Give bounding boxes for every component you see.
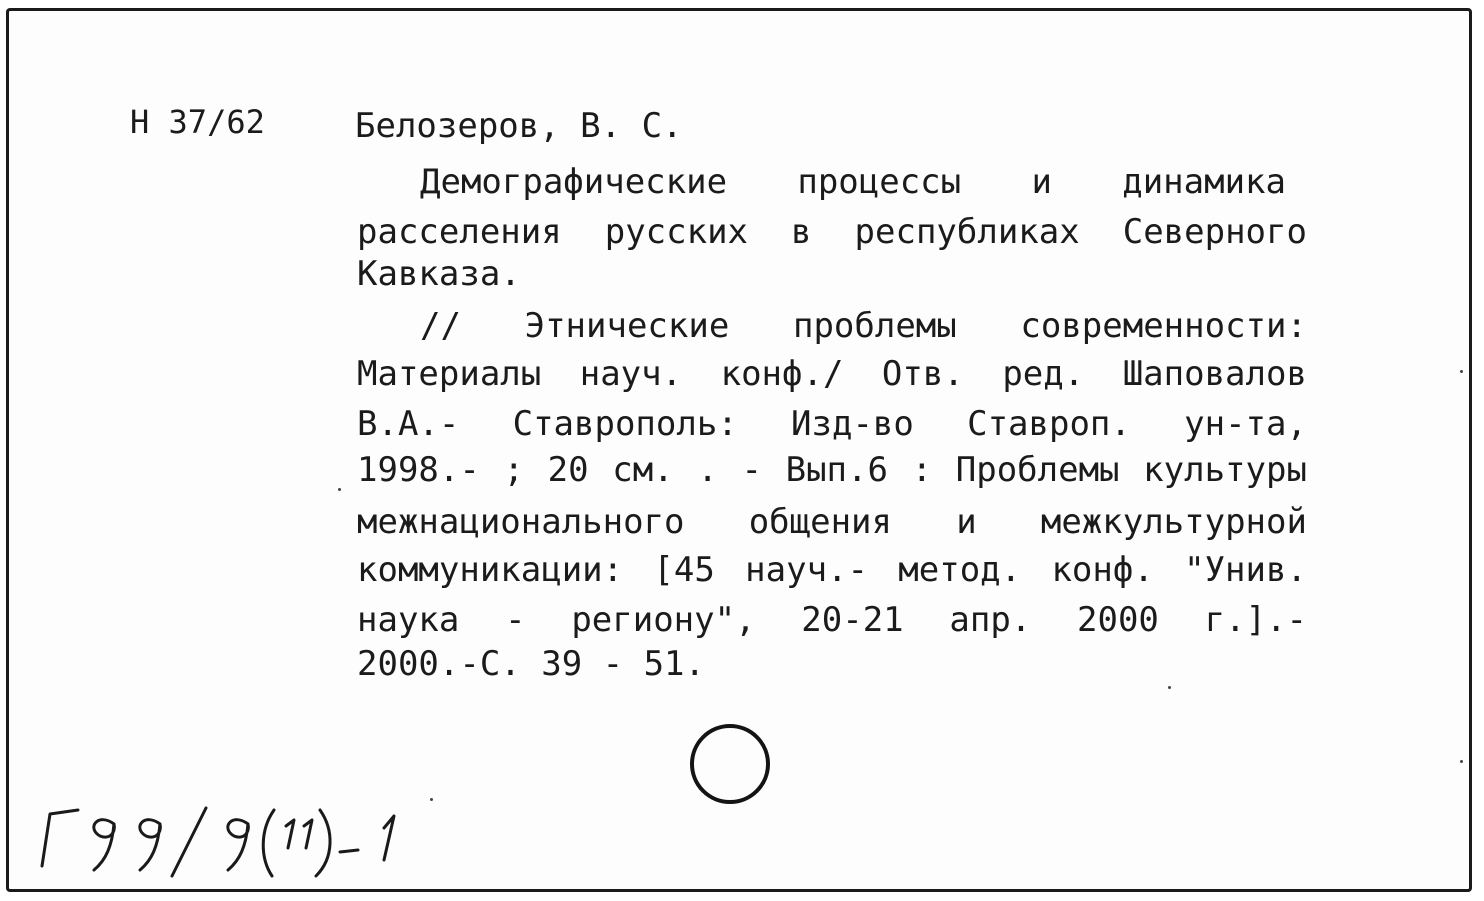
- word: конф.: [1051, 550, 1154, 590]
- speck: [338, 488, 341, 491]
- word: межкультурной: [1040, 502, 1307, 542]
- word: современности:: [1020, 306, 1307, 346]
- speck: [1168, 686, 1171, 689]
- word: ун-та,: [1184, 404, 1307, 444]
- source-line: [357, 598, 1307, 642]
- speck: [430, 798, 433, 801]
- word: ред.: [1002, 354, 1085, 394]
- word: наука: [357, 600, 460, 640]
- handwriting-graphic: [38, 802, 418, 882]
- source-line: [357, 448, 1307, 492]
- source-line: [357, 402, 1307, 446]
- source-line: [357, 500, 1307, 544]
- word: .: [697, 450, 718, 490]
- word: -: [505, 600, 526, 640]
- word: [45: [653, 550, 715, 590]
- word: //: [420, 306, 461, 346]
- source-line: [357, 642, 1307, 686]
- word: Шаповалов: [1122, 354, 1307, 394]
- word: республиках: [854, 212, 1080, 252]
- word: В.А.-: [357, 404, 460, 444]
- word: Демографические: [420, 162, 728, 202]
- word: проблемы: [792, 306, 957, 346]
- word: 2000.-С. 39 - 51.: [357, 644, 705, 684]
- word: г.].-: [1204, 600, 1307, 640]
- source-line: [357, 548, 1307, 592]
- word: апр.: [949, 600, 1032, 640]
- card-punch-hole: [690, 724, 770, 804]
- shelf-mark: Н 37/62: [130, 103, 265, 141]
- source-line: [420, 304, 1307, 348]
- word: метод.: [898, 550, 1022, 590]
- word: и: [956, 502, 977, 542]
- word: региону",: [571, 600, 756, 640]
- word: Этнические: [524, 306, 730, 346]
- word: Проблемы: [955, 450, 1120, 490]
- word: :: [911, 450, 933, 490]
- word: 2000: [1077, 600, 1159, 640]
- title-line: [357, 252, 1307, 296]
- author: Белозеров, В. С.: [355, 106, 683, 146]
- word: науч.: [579, 354, 683, 394]
- word: -: [741, 450, 762, 490]
- word: Северного: [1122, 212, 1307, 252]
- word: Кавказа.: [357, 254, 521, 294]
- word: динамика: [1122, 162, 1286, 202]
- title-line: [357, 210, 1307, 254]
- word: расселения: [357, 212, 562, 252]
- title-line: [420, 160, 1286, 204]
- word: 20-21: [801, 600, 904, 640]
- source-line: [357, 352, 1307, 396]
- word: в: [791, 212, 812, 252]
- word: процессы: [797, 162, 962, 202]
- word: 20: [547, 450, 589, 490]
- word: русских: [604, 212, 749, 252]
- word: Ставроп.: [967, 404, 1131, 444]
- word: Отв.: [881, 354, 964, 394]
- word: коммуникации:: [357, 550, 624, 590]
- word: см.: [612, 450, 674, 490]
- word: ;: [503, 450, 524, 490]
- word: и: [1031, 162, 1052, 202]
- word: Изд-во: [791, 404, 914, 444]
- word: межнационального: [357, 502, 685, 542]
- word: Материалы: [357, 354, 542, 394]
- word: "Унив.: [1184, 550, 1307, 590]
- inventory-number-handwritten: [38, 802, 418, 882]
- word: общения: [748, 502, 892, 542]
- word: Вып.6: [785, 450, 888, 490]
- word: культуры: [1143, 450, 1307, 490]
- word: 1998.-: [357, 450, 480, 490]
- word: Ставрополь:: [512, 404, 738, 444]
- speck: [1460, 370, 1463, 373]
- word: конф./: [720, 354, 844, 394]
- word: науч.-: [745, 550, 868, 590]
- speck: [1460, 760, 1463, 763]
